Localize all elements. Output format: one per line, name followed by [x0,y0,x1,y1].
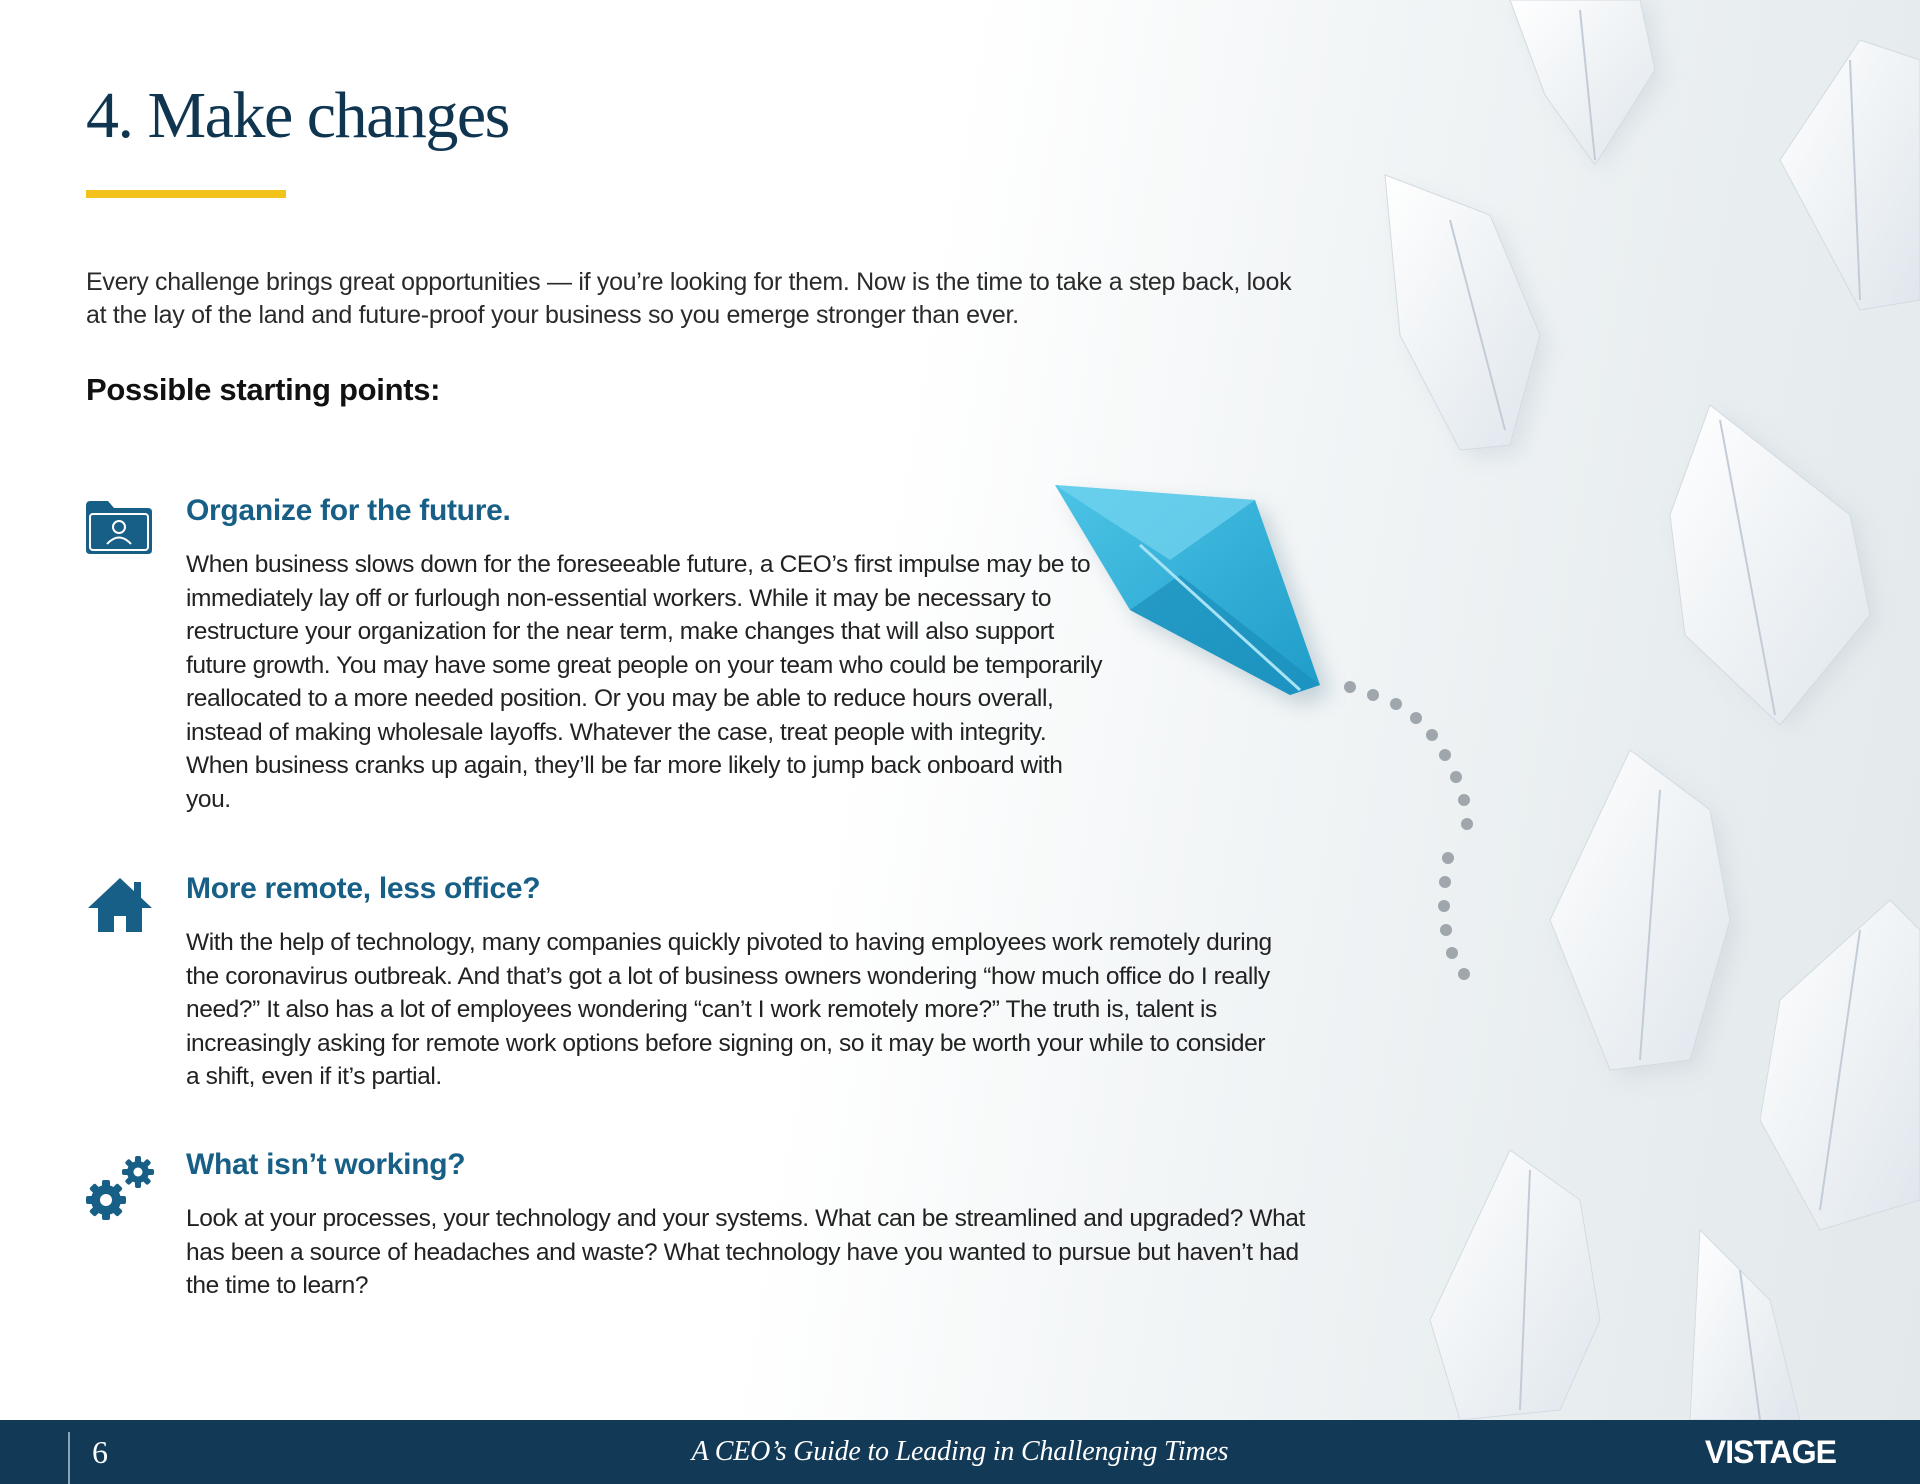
house-icon [86,876,154,934]
item-body: When business slows down for the foreseeable future, a CEO’s first impulse may be to immediately lay off or furlough non-essential workers. While it may be necessary to restructure your organization for the near term, make changes that will also support future growth. You may have some great people on your team who could be temporarily reallocated to a more needed position. Or you may be able to reduce hours overall, instead of making wholesale layoffs. Whatever the case, treat people with integrity. When business cranks up again, they’ll be far more likely to jump back onboard with you. [186,551,1103,813]
folder-person-icon [84,498,154,556]
intro-paragraph: Every challenge brings great opportunities — if you’re looking for them. Now is the time to take a step back, look at the lay of the land and future-proof your business so you emerge stronger than ever. [86,268,1292,329]
guide-title: A CEO’s Guide to Leading in Challenging Times [691,1436,1229,1467]
item-heading: More remote, less office? [186,872,541,905]
vistage-logo: VISTAGE [1704,1434,1836,1470]
item-heading: Organize for the future. [186,494,511,527]
item-body: With the help of technology, many companies quickly pivoted to having employees work remotely during the coronavirus outbreak. And that’s got a lot of business owners wondering “how much office do I really need?” It also has a lot of employees wondering “can’t I work remotely more?” The truth is, talent is increasingly asking for remote work options before signing on, so it may be worth your while to consider a shift, even if it’s partial. [186,929,1272,1090]
item-heading: What isn’t working? [186,1148,466,1181]
footer-bar [0,1420,1920,1484]
page-title: 4. Make changes [86,79,509,152]
gears-icon [84,1152,158,1224]
title-underline [86,190,286,198]
item-body: Look at your processes, your technology and your systems. What can be streamlined and upgraded? What has been a source of headaches and waste? What technology have you wanted to pursue but haven’t had the time to learn? [186,1205,1305,1299]
page-number: 6 [92,1434,108,1470]
section-heading: Possible starting points: [86,372,441,407]
